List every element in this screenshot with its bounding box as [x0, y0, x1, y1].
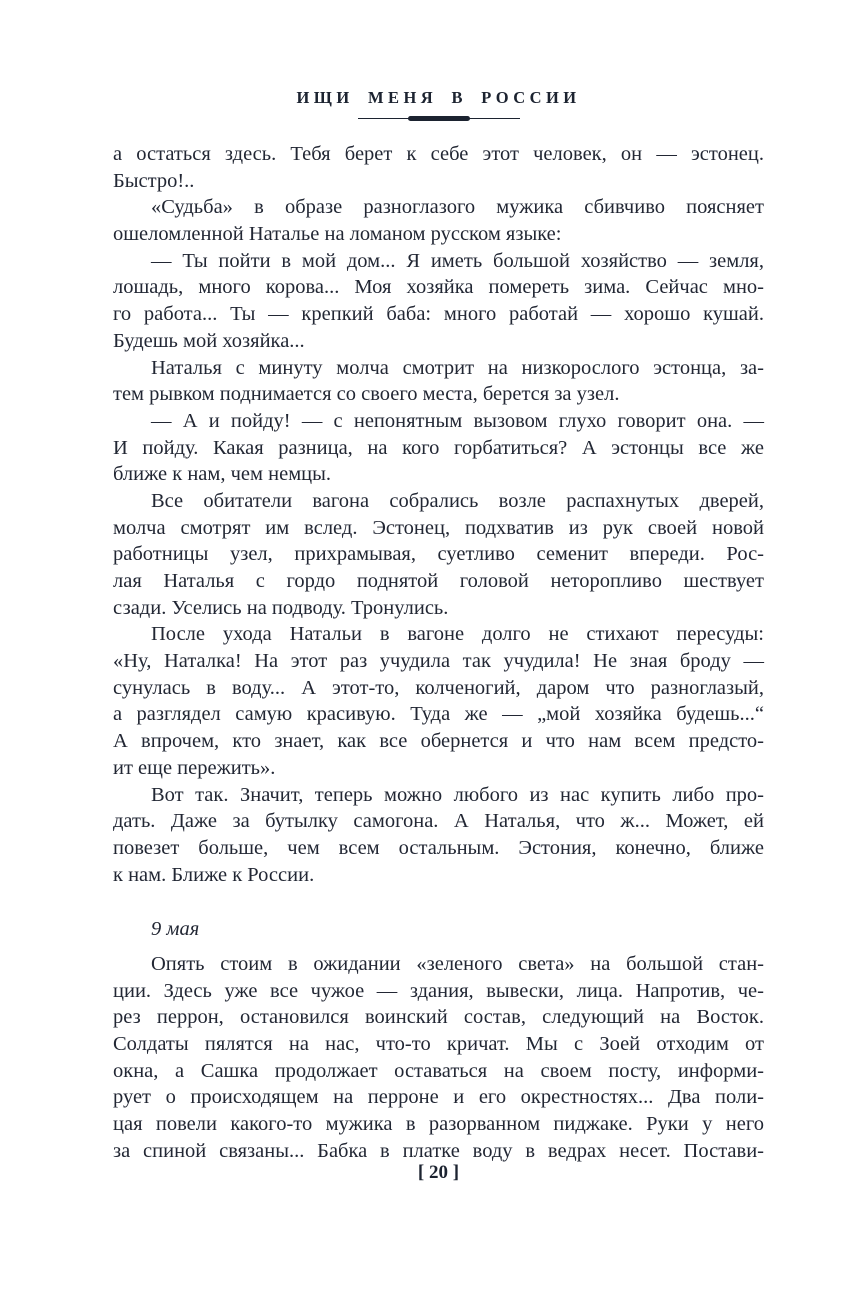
text-line: Наталья с минуту молча смотрит на низкорослого эстонца, за-	[151, 356, 764, 379]
text-line: ции. Здесь уже все чужое — здания, вывески, лица. Напротив, че-	[113, 979, 764, 1002]
text-line: «Ну, Наталка! На этот раз учудила так учудила! Не зная броду —	[113, 650, 764, 673]
paragraph	[113, 408, 764, 488]
text-line: ошеломленной Наталье на ломаном русском языке:	[113, 223, 562, 246]
text-line: — Ты пойти в мой дом... Я иметь большой хозяйство — земля,	[151, 249, 764, 272]
text-line: Вот так. Значит, теперь можно любого из нас купить либо про-	[151, 783, 764, 806]
paragraph	[113, 194, 764, 247]
text-line: — А и пойду! — с непонятным вызовом глухо говорит она. —	[151, 409, 764, 432]
paragraph	[113, 355, 764, 408]
text-line: сунулась в воду... А этот-то, колченогий, даром что разноглазый,	[113, 676, 764, 699]
text-line: Все обитатели вагона собрались возле распахнутых дверей,	[151, 489, 764, 512]
text-line: работницы узел, прихрамывая, суетливо семенит впереди. Рос-	[113, 543, 764, 566]
text-line: «Судьба» в образе разноглазого мужика сбивчиво поясняет	[151, 196, 764, 219]
text-line: го работа... Ты — крепкий баба: много работай — хорошо кушай.	[113, 303, 764, 326]
text-line: Опять стоим в ожидании «зеленого света» на большой стан-	[151, 952, 764, 975]
text-line: цая повели какого-то мужика в разорванном пиджаке. Руки у него	[113, 1113, 764, 1136]
paragraph	[113, 951, 764, 1165]
paragraph	[113, 488, 764, 621]
divider-thick-bar	[408, 116, 470, 121]
page-body-text	[113, 141, 764, 1164]
page-number: [ 20 ]	[417, 1162, 460, 1183]
title-divider-ornament	[358, 115, 520, 122]
text-line: ит еще пережить».	[113, 756, 276, 779]
text-line: Солдаты пялятся на нас, что-то кричат. Мы с Зоей отходим от	[113, 1033, 764, 1055]
text-line: окна, а Сашка продолжает оставаться на своем посту, информи-	[113, 1059, 764, 1082]
text-line: рует о происходящем на перроне и его окрестностях... Два поли-	[113, 1086, 764, 1109]
text-line: дать. Даже за бутылку самогона. А Наталья, что ж... Может, ей	[113, 810, 764, 833]
text-line: к нам. Ближе к России.	[113, 863, 315, 886]
text-line: лая Наталья с гордо поднятой головой неторопливо шествует	[113, 570, 764, 592]
text-line: А впрочем, кто знает, как все обернется и что нам всем предсто-	[113, 730, 764, 753]
text-line: Будешь мой хозяйка...	[113, 329, 305, 352]
text-line: а остаться здесь. Тебя берет к себе этот человек, он — эстонец.	[113, 143, 764, 165]
text-line: за спиной связаны... Бабка в платке воду в ведрах несет. Постави-	[113, 1139, 764, 1162]
text-line: лошадь, много корова... Моя хозяйка помереть зима. Сейчас мно-	[113, 276, 764, 299]
text-line: а разглядел самую красивую. Туда же — „мой хозяйка будешь...“	[113, 703, 764, 726]
text-line: молча смотрят им вслед. Эстонец, подхватив из рук своей новой	[113, 516, 764, 539]
text-line: тем рывком поднимается со своего места, берется за узел.	[113, 383, 620, 406]
text-line: ближе к нам, чем немцы.	[113, 463, 332, 486]
text-line: Быстро!..	[113, 169, 195, 192]
text-line: сзади. Уселись на подводу. Тронулись.	[113, 596, 449, 619]
paragraph	[113, 248, 764, 355]
paragraph	[113, 141, 764, 194]
text-line: повезет больше, чем всем остальным. Эстония, конечно, ближе	[113, 836, 764, 859]
text-line: рез перрон, остановился воинский состав, следующий на Восток.	[113, 1006, 764, 1029]
text-line: После ухода Натальи в вагоне долго не стихают пересуды:	[151, 623, 764, 646]
paragraph	[113, 621, 764, 781]
running-title: ИЩИ МЕНЯ В РОССИИ	[296, 88, 581, 107]
running-head	[113, 88, 764, 122]
date-heading: 9 мая	[151, 918, 200, 941]
paragraph	[113, 782, 764, 889]
text-line: И пойду. Какая разница, на кого горбатиться? А эстонцы все же	[113, 436, 764, 459]
